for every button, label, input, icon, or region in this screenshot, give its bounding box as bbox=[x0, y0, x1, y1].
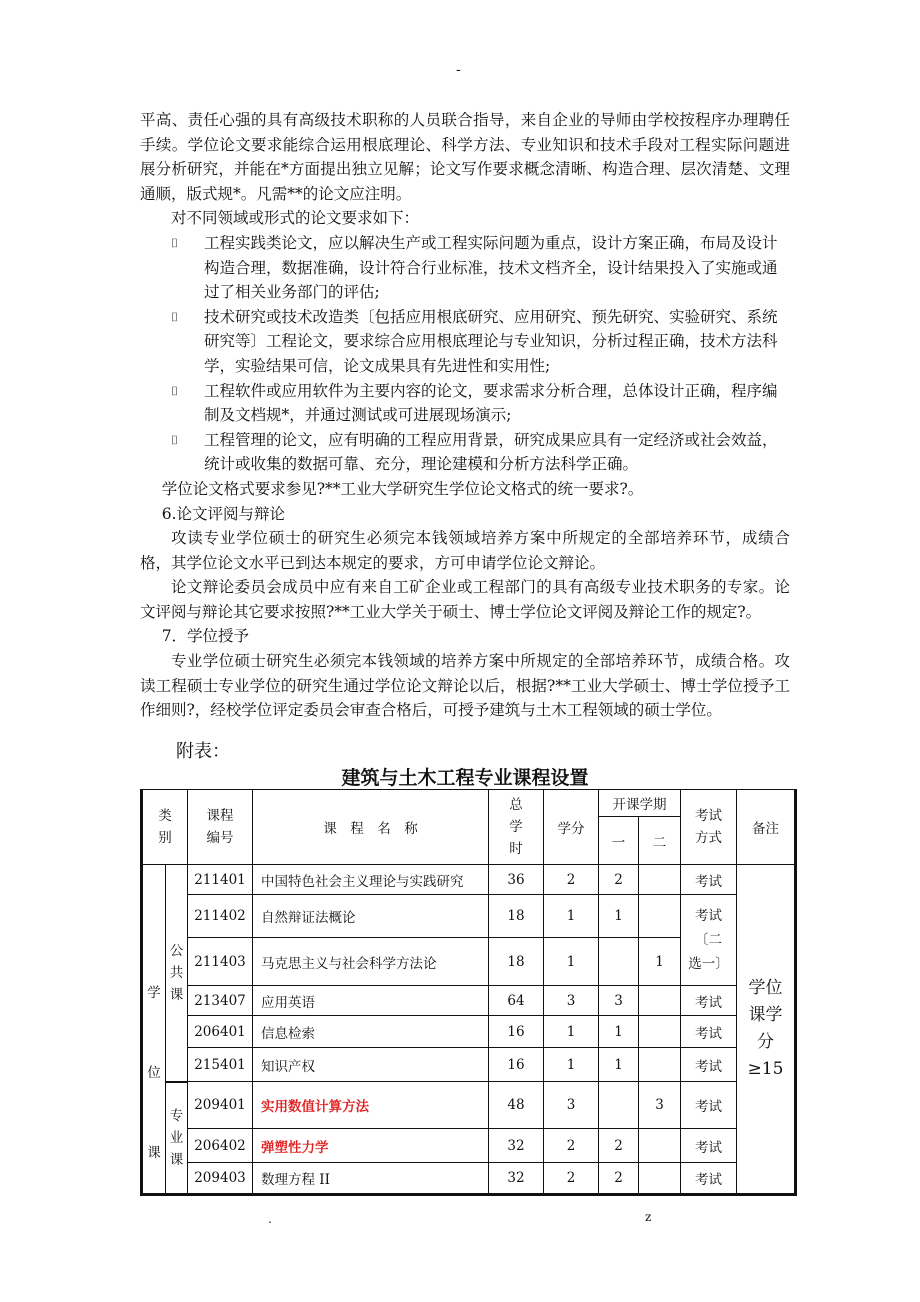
requirement-list bbox=[140, 231, 790, 477]
table-row: 215401 知识产权 16 1 1 考试 bbox=[142, 1048, 796, 1082]
paragraph: 专业学位硕士研究生必须完本钱领域的培养方案中所规定的全部培养环节，成绩合格。攻读工程硕士专业学位的研究生通过学位论文辩论以后，根据?**工业大学硕士、博士学位授予工作细则?，经校学位评定委员会审查合格后，可授予建筑与土木工程领域的硕士学位。 bbox=[140, 652, 790, 720]
body-text bbox=[140, 108, 790, 723]
paragraph: 平高、责任心强的具有高级技术职称的人员联合指导，来自企业的导师由学校按程序办理聘任手续。学位论文要求能综合运用根底理论、科学方法、专业知识和技术手段对工程实际问题进展分析研究，并能在*方面提出独立见解；论文写作要求概念清晰、构造合理、层次清楚、文理通顺，版式规*。凡需**的论文应注明。 bbox=[140, 111, 790, 203]
bullet-icon: ⌷ bbox=[171, 383, 179, 398]
bullet-icon: ⌷ bbox=[171, 235, 179, 250]
header-semester-1: 一 bbox=[599, 817, 639, 865]
paragraph: 对不同领域或形式的论文要求如下： bbox=[171, 209, 420, 228]
list-item: ⌷ 工程管理的论文，应有明确的工程应用背景，研究成果应具有一定经济或社会效益，统计或收集的数据可靠、充分，理论建模和分析方法科学正确。 bbox=[140, 428, 790, 477]
header-semester-2: 二 bbox=[639, 817, 681, 865]
subgroup-major: 专 业 课 bbox=[166, 1082, 188, 1195]
table-title: 建筑与土木工程专业课程设置 bbox=[341, 767, 589, 789]
bullet-icon: ⌷ bbox=[171, 309, 179, 324]
paragraph: 攻读专业学位硕士的研究生必须完本钱领域培养方案中所规定的全部培养环节，成绩合格，其学位论文水平已到达本规定的要求，方可申请学位论文辩论。 bbox=[140, 529, 790, 572]
paragraph: 学位论文格式要求参见?**工业大学研究生学位论文格式的统一要求?。 bbox=[161, 479, 644, 498]
table-row: 209403 数理方程 II 32 2 2 考试 bbox=[142, 1163, 796, 1195]
header-category: 类 别 bbox=[142, 790, 188, 865]
list-item: ⌷ 技术研究或技术改造类〔包括应用根底研究、应用研究、预先研究、实验研究、系统研究等〕工程论文，要求综合应用根底理论与专业知识，分析过程正确，技术方法科学，实验结果可信，论文成果具有先进性和实用性; bbox=[140, 305, 790, 379]
header-remark: 备注 bbox=[737, 790, 796, 865]
appendix-label: 附表： bbox=[176, 741, 230, 762]
remark-credit-requirement: 学位 课学 分 ≥15 bbox=[737, 865, 796, 1195]
table-row: 206401 信息检索 16 1 1 考试 bbox=[142, 1016, 796, 1048]
header-code: 课程 编号 bbox=[188, 790, 253, 865]
bullet-icon: ⌷ bbox=[171, 432, 179, 447]
header-semester: 开课学期 bbox=[599, 790, 681, 817]
list-item: ⌷ 工程软件或应用软件为主要内容的论文，要求需求分析合理，总体设计正确，程序编制及文档规*，并通过测试或可进展现场演示; bbox=[140, 379, 790, 428]
table-row: 专 业 课 209401 实用数值计算方法 48 3 3 考试 bbox=[142, 1082, 796, 1129]
highlighted-course: 弹塑性力学 bbox=[253, 1129, 489, 1163]
subgroup-public: 公 共 课 bbox=[166, 865, 188, 1082]
paragraph: 论文辩论委员会成员中应有来自工矿企业或工程部门的具有高级专业技术职务的专家。论文评阅与辩论其它要求按照?**工业大学关于硕士、博士学位论文评阅及辩论工作的规定?。 bbox=[140, 578, 790, 621]
header-hours: 总 学 时 bbox=[489, 790, 544, 865]
header-mark: - bbox=[456, 62, 461, 78]
table-row: 211402 自然辩证法概论 18 1 1 考试 〔二 选一〕 bbox=[142, 895, 796, 938]
table-row: 211403 马克思主义与社会科学方法论 18 1 1 bbox=[142, 938, 796, 986]
table-row: 206402 弹塑性力学 32 2 2 考试 bbox=[142, 1129, 796, 1163]
list-item: ⌷ 工程实践类论文，应以解决生产或工程实际问题为重点，设计方案正确，布局及设计构造合理，数据准确，设计符合行业标准，技术文档齐全，设计结果投入了实施或通过了相关业务部门的评估; bbox=[140, 231, 790, 305]
header-course-name: 课 程 名 称 bbox=[253, 790, 489, 865]
elective-exam: 考试 〔二 选一〕 bbox=[681, 895, 737, 986]
course-table bbox=[140, 789, 797, 1196]
section-heading: 6.论文评阅与辩论 bbox=[161, 504, 285, 523]
header-credit: 学分 bbox=[544, 790, 599, 865]
footer-left-mark: . bbox=[268, 1212, 272, 1226]
table-row: 学 位 课 公 共 课 211401 中国特色社会主义理论与实践研究 36 2 2 考试 学位 课学 分 ≥15 bbox=[142, 865, 796, 895]
header-exam: 考试 方式 bbox=[681, 790, 737, 865]
section-heading: 7．学位授予 bbox=[161, 627, 250, 646]
footer-right-mark: z bbox=[645, 1210, 652, 1224]
group-degree-course: 学 位 课 bbox=[142, 865, 166, 1195]
table-row: 213407 应用英语 64 3 3 考试 bbox=[142, 986, 796, 1016]
highlighted-course: 实用数值计算方法 bbox=[253, 1082, 489, 1129]
